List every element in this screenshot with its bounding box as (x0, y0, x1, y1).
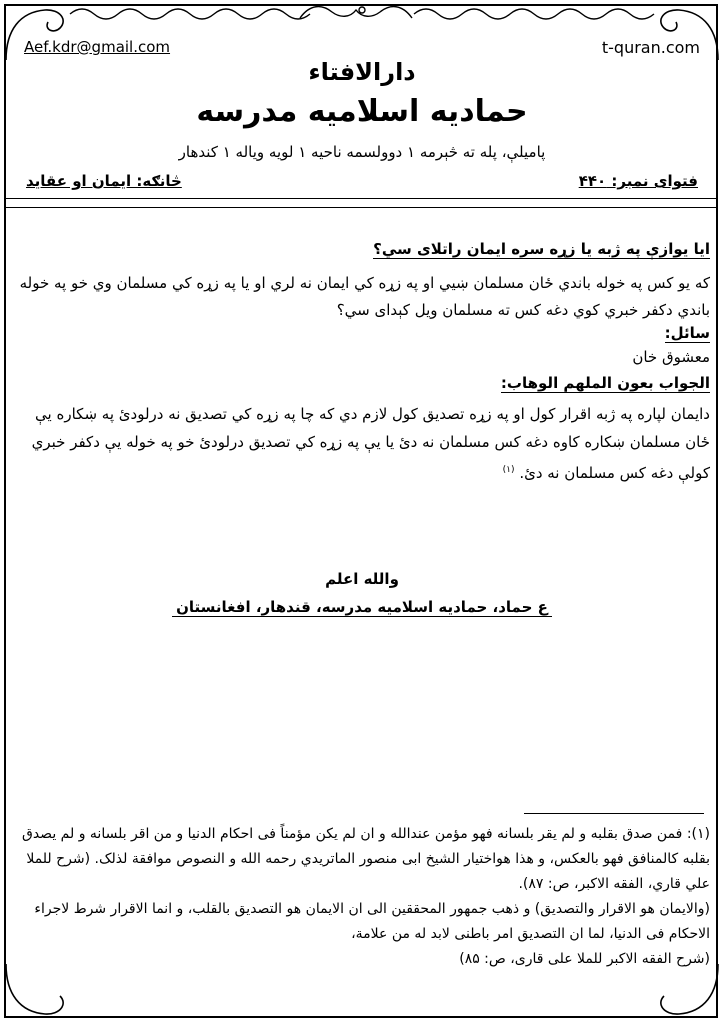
dar-ul-ifta-title: دارالافتاء (308, 58, 416, 86)
address-line: پامیلې، پله ته څېرمه ۱ دوولسمه ناحیه ۱ لویه ویاله ۱ کندهار (178, 143, 546, 161)
footnote-1: (۱): فمن صدق بقلبه و لم یقر بلسانه فهو مؤمن عندالله و ان لم یکن مؤمناً فی احکام الدنیا و من اقر بلسانه و لم یصدق بقلبه کالمنافق فهو بالعکس، و هذا هواختیار الشیخ ابی منصور الماتریدي رحمه الله و النصوص موافقة لذلک. (شرح للملا علي قاري، الفقه الاکبر، ص: ۸۷). (21, 826, 710, 892)
footnote-separator (524, 813, 704, 814)
footnotes (14, 822, 710, 972)
signature-text: ع حماد، حمادیه اسلامیه مدرسه، قندهار، افغانستان (172, 598, 552, 617)
wallahu-alam: والله اعلم (325, 570, 399, 588)
footnote-reference: (۱) (502, 465, 515, 475)
answer-heading (14, 374, 710, 392)
header-divider-second (4, 207, 718, 208)
answer-body: دایمان لپاره په ژبه اقرار کول او په زړه تصدیق کول لازم دي که چا په زړه کي تصدیق نه درلودئ په ښکاره یې ځان مسلمان ښکاره کاوه دغه کس مسلمان نه دئ یا یې په زړه کي تصدیق درلودئ خو په خوله یې دکفر خبري کولې دغه کس مسلمان نه دئ. (31, 405, 710, 482)
asker-label-text: سائل: (664, 324, 710, 342)
asker-label (14, 324, 710, 342)
answer-heading-text: الجواب بعون الملهم الوهاب: (500, 374, 710, 392)
website-link[interactable]: t-quran.com (601, 38, 700, 57)
header-divider (4, 198, 718, 199)
footnote-2: (والایمان هو الاقرار والتصدیق) و ذهب جمهور المحققین الی ان الایمان هو التصدیق بالقلب، و انما الاقرار شرط لاجراء الاحکام فی الدنیا، لما ان التصدیق امر باطنی لابد له من علامة، (34, 901, 710, 942)
footnote-3: (شرح الفقه الاکبر للملا علی قاری، ص: ۸۵) (459, 951, 710, 967)
asker-name: معشوق خان (632, 348, 710, 366)
signature (0, 598, 724, 616)
email-address[interactable]: Aef.kdr@gmail.com (24, 38, 171, 56)
question-title (14, 240, 710, 258)
question-title-text: ایا یوازې په ژبه یا زړه سره ایمان راتلای سي؟ (373, 240, 710, 258)
answer-text (14, 400, 710, 487)
question-text: که یو کس په خوله باندي ځان مسلمان ښیي او په زړه کي ایمان نه لري او یا په زړه کي مسلمان وي خو په خوله باندي دکفر خبري کوي دغه کس ته مسلمان ویل کېدای سي؟ (19, 274, 710, 319)
section-label: څانګه: ایمان او عقاید (26, 172, 182, 190)
fatwa-number: فتوای نمبر: ۴۴۰ (578, 172, 698, 190)
madrasa-title: حمادیه اسلامیه مدرسه (196, 94, 528, 129)
